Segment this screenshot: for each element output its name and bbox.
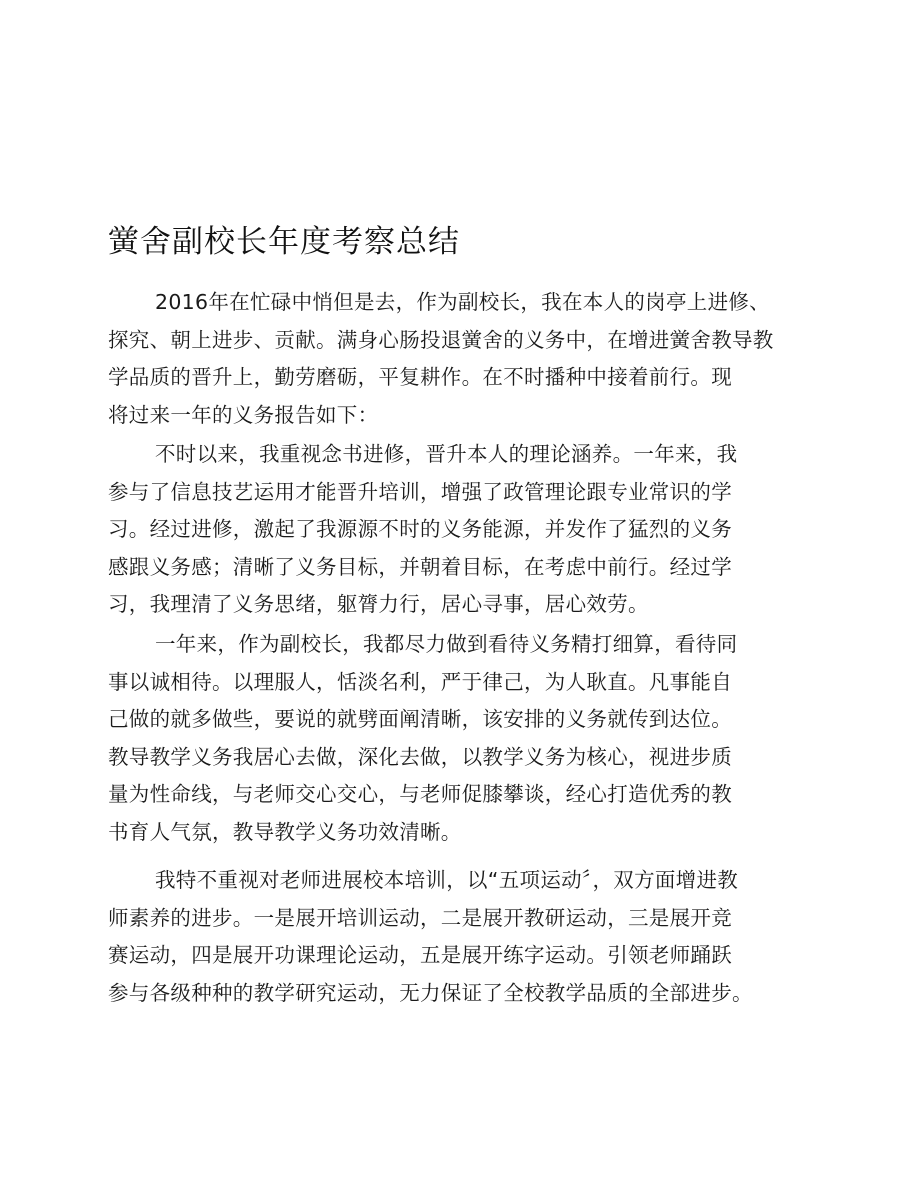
text-line: 己做的就多做些，要说的就劈面阐清晰，该安排的义务就传到达位。 [108,707,732,731]
text-line: 学品质的晋升上，勤劳磨砺，平复耕作。在不时播种中接着前行。现 [108,365,732,389]
text-line: 感跟义务感；清晰了义务目标，并朝着目标，在考虑中前行。经过学 [108,554,732,579]
document-title: 黉舍副校长年度考察总结 [108,224,460,260]
text-line: 不时以来，我重视念书进修，晋升本人的理论涵养。一年来，我 [155,442,738,466]
text-line: 探究、朝上进步、贡献。满身心肠投退黉舍的义务中，在增进黉舍教导教 [108,327,774,352]
text-line: 教导教学义务我居心去做，深化去做，以教学义务为核心，视进步质 [108,744,732,769]
text-line: 参与各级种种的教学研究运动，无力保证了全校教学品质的全部进步。 [108,980,753,1005]
text-line: 习，我理清了义务思绪，躯膂力行，居心寻事，居心效劳。 [108,592,649,616]
text-line: 我特不重视对老师进展校本培训，以“五项运动〞，双方面增进教 [155,868,739,892]
text-line: 2016年在忙碌中悄但是去，作为副校长，我在本人的岗亭上进修、 [155,290,770,314]
paragraph-study [108,436,737,624]
text-line: 一年来，作为副校长，我都尽力做到看待义务精打细算，看待同 [155,632,738,656]
text-line: 师素养的进步。一是展开培训运动，二是展开教研运动，三是展开竞 [108,905,732,930]
text-line: 习。经过进修，激起了我源源不时的义务能源，并发作了猛烈的义务 [108,517,732,541]
text-line: 书育人气氛，教导教学义务功效清晰。 [108,819,462,844]
paragraph-intro [108,284,774,434]
paragraph-conduct [108,626,737,851]
text-line: 事以诚相待。以理服人，恬淡名利，严于律己，为人耿直。凡事能自 [108,669,732,694]
text-line: 将过来一年的义务报告如下： [108,402,379,427]
text-line: 参与了信息技艺运用才能晋升培训，增强了政管理论跟专业常识的学 [108,479,732,504]
text-line: 赛运动，四是展开功课理论运动，五是展开练字运动。引领老师踊跃 [108,943,732,967]
text-line: 量为性命线，与老师交心交心，与老师促膝攀谈，经心打造优秀的教 [108,782,732,806]
paragraph-training [108,862,753,1012]
